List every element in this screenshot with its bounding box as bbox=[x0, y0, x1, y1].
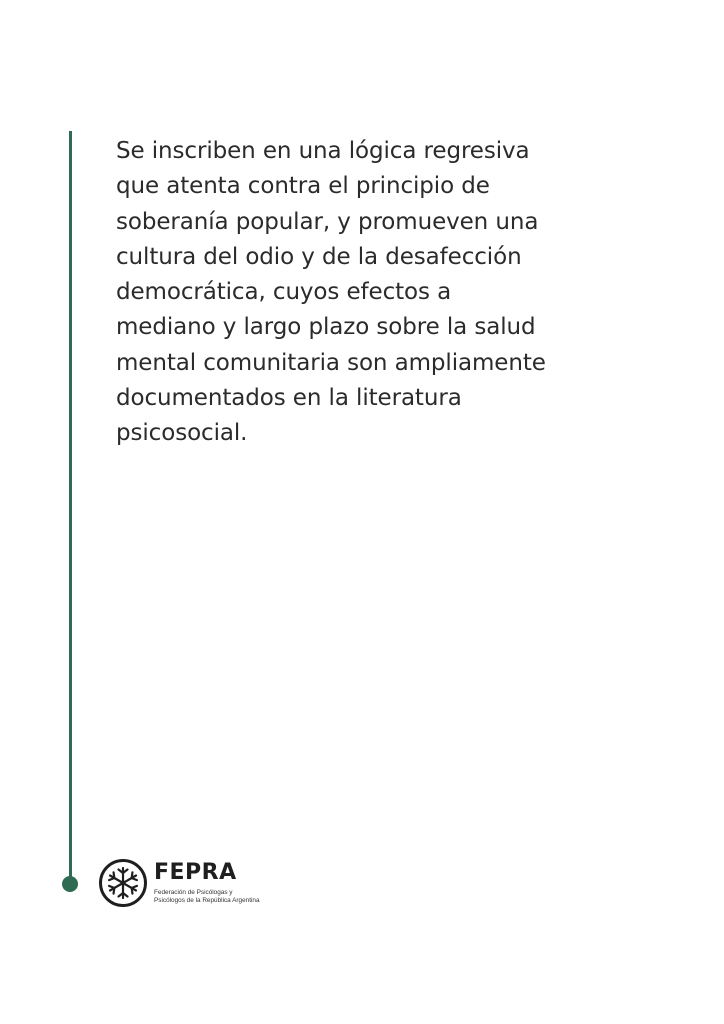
vertical-accent-line bbox=[69, 131, 72, 879]
snowflake-circle-icon bbox=[98, 858, 148, 908]
logo-text-block bbox=[154, 862, 262, 904]
brand-subtitle: Federación de Psicólogas y Psicólogos de la República Argentina bbox=[154, 889, 260, 904]
fepra-logo bbox=[98, 858, 262, 908]
accent-dot bbox=[62, 876, 78, 892]
body-paragraph: Se inscriben en una lógica regresiva que atenta contra el principio de soberanía popular, y promueven una cultura del odio y de la desafección democrática, cuyos efectos a mediano y largo plazo sobre la salud mental comunitaria son ampliamente documentados en la literatura psicosocial. bbox=[116, 138, 546, 447]
brand-name: FEPRA bbox=[154, 860, 237, 885]
